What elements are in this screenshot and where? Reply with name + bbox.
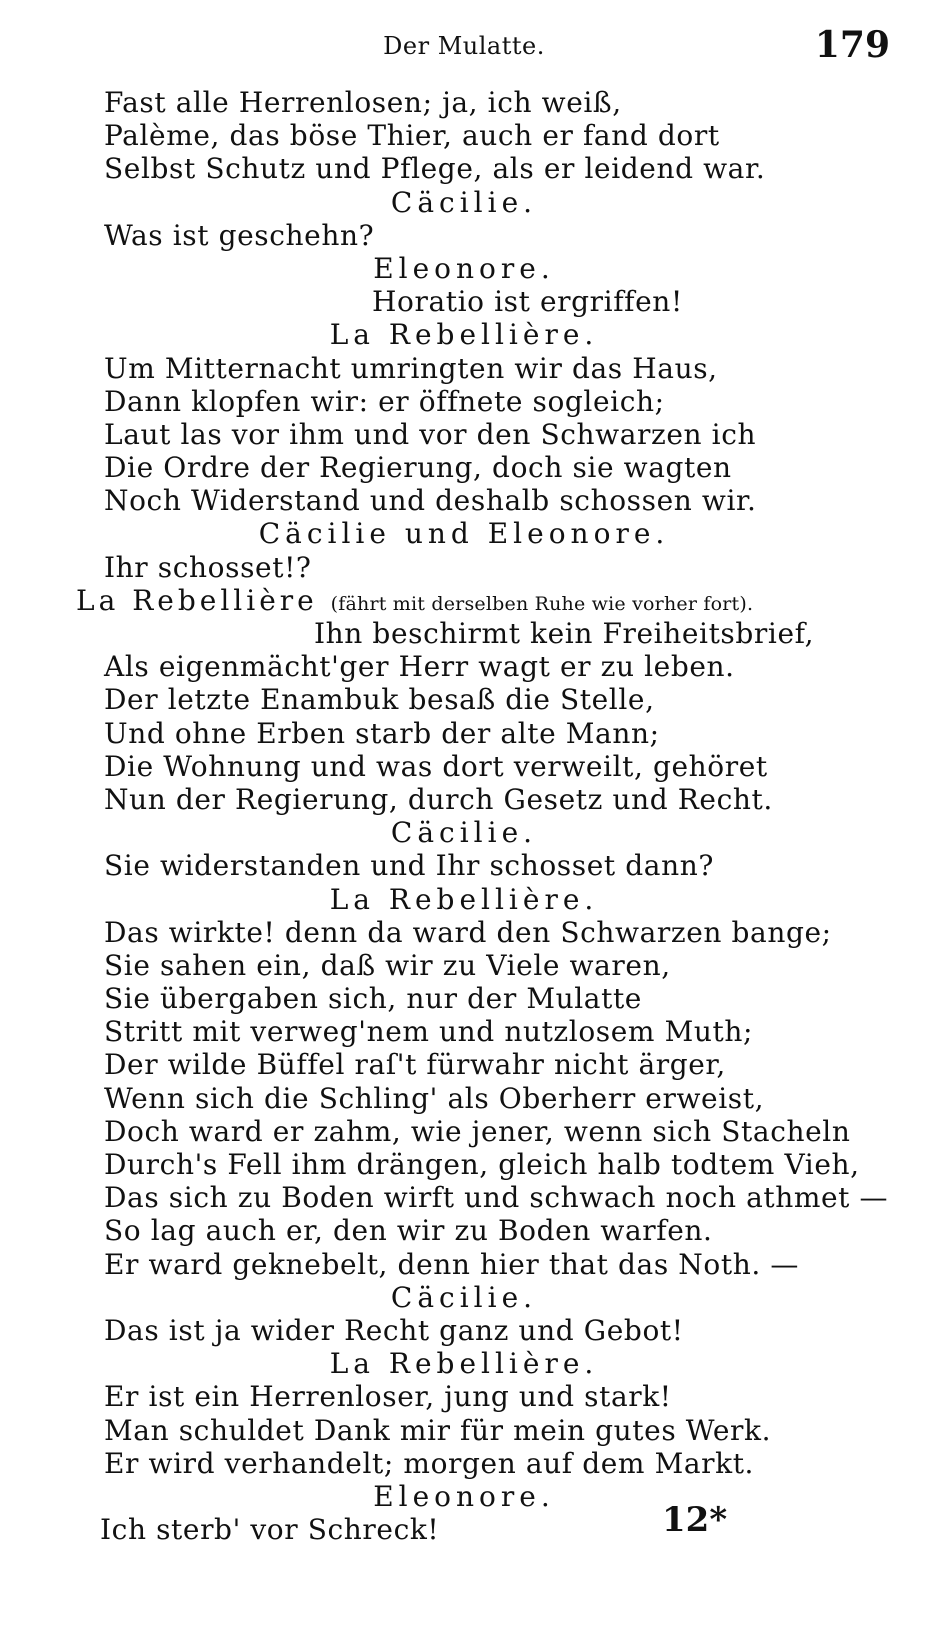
- speaker-name: Cäcilie und Eleonore.: [258, 517, 670, 551]
- verse-line: Das sich zu Boden wirft und schwach noch athmet —: [104, 1181, 889, 1215]
- verse-line: Durch's Fell ihm drängen, gleich halb todtem Vieh,: [104, 1148, 860, 1181]
- speaker-name: La Rebellière.: [329, 882, 599, 916]
- verse-line: So lag auch er, den wir zu Boden warfen.: [104, 1214, 713, 1248]
- verse-line: Ihn beschirmt kein Freiheitsbrief,: [314, 617, 815, 650]
- verse-line: Noch Widerstand und deshalb schossen wir.: [104, 484, 757, 518]
- speaker-name: La Rebellière.: [329, 1347, 599, 1381]
- running-title: Der Mulatte.: [383, 32, 545, 60]
- verse-line: Man schuldet Dank mir für mein gutes Werk.: [104, 1413, 772, 1447]
- play-text: [0, 86, 928, 1546]
- speaker-name: Cäcilie.: [390, 1280, 538, 1314]
- verse-line: Der letzte Enambuk besaß die Stelle,: [104, 683, 655, 717]
- verse-line: Er wird verhandelt; morgen auf dem Markt.: [104, 1446, 755, 1480]
- verse-line: Laut las vor ihm und vor den Schwarzen ich: [104, 417, 757, 451]
- verse-line: Doch ward er zahm, wie jener, wenn sich Stacheln: [104, 1114, 851, 1148]
- verse-line: Das wirkte! denn da ward den Schwarzen bange;: [104, 915, 832, 949]
- verse-line: Stritt mit verweg'nem und nutzlosem Muth;: [104, 1015, 754, 1049]
- verse-line: Sie sahen ein, daß wir zu Viele waren,: [104, 948, 671, 982]
- verse-line: Er ward geknebelt, denn hier that das Noth. —: [104, 1247, 799, 1281]
- verse-line: Fast alle Herrenlosen; ja, ich weiß,: [104, 86, 622, 119]
- verse-line: Nun der Regierung, durch Gesetz und Recht.: [104, 782, 773, 816]
- verse-line: Die Wohnung und was dort verweilt, gehöret: [104, 749, 768, 783]
- verse-line: Der wilde Büffel raſ't fürwahr nicht ärger,: [104, 1048, 726, 1082]
- verse-line: Wenn sich die Schling' als Oberherr erweist,: [104, 1081, 765, 1115]
- verse-line: Dann klopfen wir: er öffnete sogleich;: [104, 384, 665, 418]
- verse-line: Ihr schosset!?: [104, 550, 312, 584]
- signature-mark: 12*: [662, 1500, 728, 1540]
- speaker-line-with-direction: [0, 584, 928, 617]
- stage-direction: (fährt mit derselben Ruhe wie vorher fort).: [330, 592, 754, 615]
- verse-line: Sie übergaben sich, nur der Mulatte: [104, 982, 642, 1016]
- verse-line: Ich sterb' vor Schreck!: [100, 1513, 440, 1547]
- verse-line: Als eigenmächt'ger Herr wagt er zu leben.: [104, 650, 735, 684]
- verse-line: Palème, das böse Thier, auch er fand dort: [104, 119, 720, 153]
- speaker-name: Eleonore.: [373, 1479, 555, 1513]
- verse-line: Selbst Schutz und Pflege, als er leidend war.: [104, 152, 766, 186]
- speaker-name: Cäcilie.: [390, 816, 538, 850]
- verse-line: Und ohne Erben starb der alte Mann;: [104, 716, 660, 750]
- verse-line: Die Ordre der Regierung, doch sie wagten: [104, 451, 732, 485]
- verse-line: Er ist ein Herrenloser, jung und stark!: [104, 1380, 672, 1414]
- speaker-name: Eleonore.: [373, 251, 555, 285]
- speaker-name: La Rebellière: [76, 583, 318, 617]
- verse-line: Das ist ja wider Recht ganz und Gebot!: [104, 1313, 684, 1347]
- page-number: 179: [814, 24, 890, 66]
- verse-line: Sie widerstanden und Ihr schosset dann?: [104, 849, 714, 883]
- speaker-name: Cäcilie.: [390, 185, 538, 219]
- speaker-name: La Rebellière.: [329, 318, 599, 352]
- verse-line: Was ist geschehn?: [104, 218, 375, 252]
- verse-line: Um Mitternacht umringten wir das Haus,: [104, 351, 718, 385]
- verse-line: Horatio ist ergriffen!: [372, 285, 683, 319]
